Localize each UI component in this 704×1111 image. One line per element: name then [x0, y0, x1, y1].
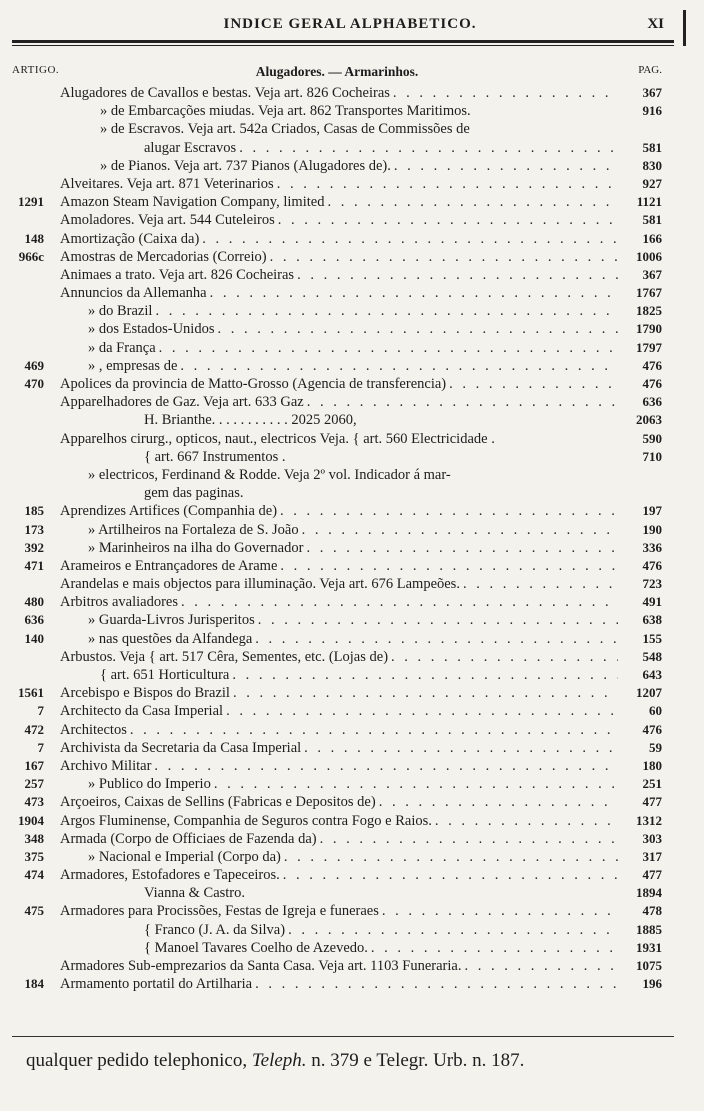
- entry-page-number: 59: [649, 739, 662, 755]
- dot-leader: [156, 339, 618, 357]
- index-entry: [8, 757, 662, 775]
- index-entry: [8, 884, 662, 902]
- entry-text: Arameiros e Entrançadores de Arame: [60, 557, 278, 574]
- entry-page-number: 723: [642, 576, 662, 592]
- column-header-artigo: ARTIGO.: [12, 64, 60, 76]
- index-entry: [8, 211, 662, 229]
- dot-leader: [152, 302, 618, 320]
- index-entry: [8, 921, 662, 939]
- entry-text: { art. 667 Instrumentos .: [144, 448, 286, 465]
- entry-body: [60, 721, 662, 739]
- entry-article-number: 1291: [18, 194, 44, 210]
- entry-text: » Publico do Imperio: [88, 776, 211, 793]
- entry-body: [60, 757, 662, 775]
- entry-article-number: 470: [24, 376, 44, 391]
- entry-page-number: 476: [642, 721, 662, 737]
- dot-leader: [211, 775, 618, 793]
- entry-body: [60, 230, 662, 248]
- index-entry: [8, 739, 662, 757]
- dot-leader: [390, 84, 618, 102]
- entry-article-number: 173: [24, 521, 44, 537]
- index-entry: [8, 539, 662, 557]
- entry-article-number: 480: [24, 594, 44, 610]
- entry-text: Annuncios da Allemanha: [60, 285, 207, 302]
- index-entry: [8, 284, 662, 302]
- entry-page-number: 196: [642, 976, 662, 992]
- entry-page-number: 190: [642, 521, 662, 537]
- entry-body: [60, 866, 662, 884]
- index-entry: [8, 302, 662, 320]
- entry-page-number: 303: [642, 830, 662, 846]
- entry-body: [60, 357, 662, 375]
- entry-text: Aprendizes Artifices (Companhia de): [60, 503, 278, 520]
- entry-page-number: 478: [642, 903, 662, 919]
- entry-page-number: 166: [642, 230, 662, 246]
- entry-body: [60, 666, 662, 684]
- index-entry: [8, 848, 662, 866]
- entry-page-number: 1121: [636, 194, 662, 210]
- entry-text: Arçoeiros, Caixas de Sellins (Fabricas e Depositos de): [60, 794, 376, 811]
- entry-article-number: 140: [24, 630, 44, 646]
- index-entry: [8, 702, 662, 720]
- index-entry: [8, 630, 662, 648]
- entry-text: Armada (Corpo de Officiaes de Fazenda da): [60, 830, 317, 847]
- entry-page-number: 548: [642, 648, 662, 664]
- entry-page-number: 710: [642, 448, 662, 464]
- index-entry: [8, 866, 662, 884]
- index-entry: [8, 575, 662, 593]
- index-entry: [8, 593, 662, 611]
- index-entry: [8, 957, 662, 975]
- entry-body: [60, 120, 662, 138]
- entry-text: » Marinheiros na ilha do Governador: [88, 539, 304, 556]
- entry-page-number: 636: [642, 394, 662, 410]
- entry-body: [60, 957, 662, 975]
- entry-text: » Artilheiros na Fortaleza de S. João: [88, 521, 299, 538]
- entry-body: [60, 830, 662, 848]
- entry-body: [60, 502, 662, 520]
- entry-text: { Manoel Tavares Coelho de Azevedo.: [144, 939, 368, 956]
- entry-body: [60, 939, 662, 957]
- entry-page-number: 830: [642, 157, 662, 173]
- entry-article-number: 184: [24, 976, 44, 992]
- index-entry: [8, 120, 662, 138]
- entry-body: [60, 102, 662, 120]
- entry-text: » dos Estados-Unidos: [88, 321, 215, 338]
- entry-page-number: 367: [642, 266, 662, 282]
- page-number: XI: [647, 16, 664, 32]
- index-entry: [8, 375, 662, 393]
- entry-text: Arbustos. Veja { art. 517 Cêra, Sementes, etc. (Lojas de): [60, 648, 389, 665]
- entry-body: [60, 211, 662, 229]
- entry-text: Armamento portatil do Artilharia: [60, 976, 253, 993]
- index-entry: [8, 230, 662, 248]
- entry-page-number: 197: [642, 503, 662, 519]
- entry-text: gem das paginas.: [144, 485, 244, 502]
- entry-page-number: 367: [642, 85, 662, 100]
- index-entry: [8, 502, 662, 520]
- entry-body: [60, 284, 662, 302]
- dot-leader: [432, 812, 618, 830]
- entry-article-number: 392: [24, 539, 44, 555]
- entry-body: [60, 521, 662, 539]
- entry-page-number: 590: [642, 430, 662, 446]
- entry-text: » , empresas de: [88, 357, 178, 374]
- entry-text: Armadores para Procissões, Festas de Igreja e funeraes: [60, 903, 379, 920]
- entry-page-number: 916: [642, 103, 662, 119]
- dot-leader: [223, 702, 618, 720]
- index-entry: [8, 557, 662, 575]
- index-entry: [8, 84, 662, 102]
- entry-text: » da França: [88, 339, 156, 356]
- index-entry: [8, 339, 662, 357]
- entry-article-number: 474: [24, 867, 44, 883]
- dot-leader: [301, 739, 618, 757]
- entry-text: Animaes a trato. Veja art. 826 Cocheiras: [60, 266, 295, 283]
- entry-text: H. Brianthe. . . . . . . . . . . 2025 2060,: [144, 412, 357, 429]
- entry-text: Apparelhadores de Gaz. Veja art. 633 Gaz: [60, 394, 304, 411]
- footer-text-1: qualquer pedido telephonico,: [26, 1050, 248, 1071]
- entry-body: [60, 84, 662, 102]
- dot-leader: [446, 375, 618, 393]
- dot-leader: [214, 320, 618, 338]
- entry-article-number: 471: [24, 557, 44, 573]
- entry-text: Amoladores. Veja art. 544 Cuteleiros: [60, 212, 275, 229]
- index-entry: [8, 975, 662, 993]
- column-header-pag: PAG.: [638, 64, 662, 76]
- entry-text: Apolices da provincia de Matto-Grosso (Agencia de transferencia): [60, 376, 447, 392]
- entry-text: { Franco (J. A. da Silva): [144, 921, 286, 938]
- margin-mark: [683, 10, 686, 46]
- dot-leader: [178, 593, 618, 611]
- entry-body: [60, 648, 662, 666]
- index-entry: [8, 466, 662, 484]
- entry-body: [60, 411, 662, 429]
- footer-rule: [12, 1036, 674, 1037]
- entry-body: [60, 793, 662, 811]
- entry-page-number: 1894: [636, 885, 662, 901]
- entry-page-number: 1885: [636, 921, 662, 937]
- entry-article-number: 375: [24, 848, 44, 864]
- entry-article-number: 7: [37, 739, 44, 755]
- dot-leader: [388, 648, 618, 666]
- dot-leader: [252, 975, 618, 993]
- dot-leader: [255, 611, 618, 629]
- dot-leader: [285, 921, 618, 939]
- entry-page-number: 155: [642, 630, 662, 646]
- dot-leader: [267, 248, 618, 266]
- entry-body: [60, 448, 662, 466]
- entry-article-number: 148: [24, 230, 44, 246]
- footer-line: [26, 1050, 678, 1072]
- entry-body: [60, 557, 662, 575]
- entry-body: [60, 884, 662, 902]
- dot-leader: [303, 539, 618, 557]
- entry-text: Arcebispo e Bispos do Brazil: [60, 685, 230, 702]
- entry-article-number: 185: [24, 503, 44, 519]
- dot-leader: [461, 957, 618, 975]
- dot-leader: [304, 393, 618, 411]
- dot-leader: [177, 357, 618, 375]
- entry-page-number: 491: [642, 594, 662, 610]
- index-entry: [8, 521, 662, 539]
- dot-leader: [127, 721, 618, 739]
- entry-page-number: 581: [642, 212, 662, 228]
- entry-text: { art. 651 Horticultura: [100, 667, 230, 683]
- entry-page-number: 476: [642, 357, 662, 373]
- entry-page-number: 927: [642, 175, 662, 191]
- dot-leader: [391, 157, 618, 175]
- index-entry: [8, 648, 662, 666]
- entry-article-number: 1561: [18, 685, 44, 701]
- entry-body: [60, 921, 662, 939]
- entry-page-number: 476: [642, 557, 662, 573]
- entry-text: alugar Escravos: [144, 139, 237, 156]
- entry-body: [60, 393, 662, 411]
- entry-page-number: 477: [642, 794, 662, 810]
- entry-body: [60, 739, 662, 757]
- entry-text: Architectos: [60, 721, 127, 738]
- entry-text: » nas questões da Alfandega: [88, 630, 253, 647]
- entry-body: [60, 302, 662, 320]
- entry-body: [60, 775, 662, 793]
- index-entry: [8, 139, 662, 157]
- dot-leader: [230, 684, 618, 702]
- index-list: [8, 84, 662, 993]
- entry-text: Arandelas e mais objectos para illuminação. Veja art. 676 Lampeões.: [60, 576, 460, 593]
- dot-leader: [299, 521, 618, 539]
- entry-text: Argos Fluminense, Companhia de Seguros contra Fogo e Raios.: [60, 812, 432, 829]
- dot-leader: [294, 266, 618, 284]
- page-header: [14, 14, 686, 36]
- index-entry: [8, 430, 662, 448]
- index-entry: [8, 411, 662, 429]
- entry-body: [60, 157, 662, 175]
- dot-leader: [324, 193, 618, 211]
- entry-text: Apparelhos cirurg., opticos, naut., electricos Veja. { art. 560 Electricidade .: [60, 430, 495, 447]
- footer-text-3: n. 379 e Telegr. Urb. n. 187.: [311, 1050, 525, 1071]
- dot-leader: [379, 902, 618, 920]
- entry-text: Arbitros avaliadores: [60, 594, 178, 611]
- entry-page-number: 1207: [636, 685, 662, 701]
- entry-body: [60, 593, 662, 611]
- entry-page-number: 251: [642, 776, 662, 792]
- entry-page-number: 476: [642, 376, 662, 391]
- entry-article-number: 473: [24, 794, 44, 810]
- entry-page-number: 1006: [636, 248, 662, 264]
- dot-leader: [317, 830, 618, 848]
- entry-body: [60, 539, 662, 557]
- entry-body: [60, 684, 662, 702]
- index-entry: [8, 248, 662, 266]
- entry-body: [60, 248, 662, 266]
- entry-article-number: 475: [24, 903, 44, 919]
- entry-body: [60, 175, 662, 193]
- entry-body: [60, 484, 662, 502]
- index-entry: [8, 684, 662, 702]
- index-entry: [8, 830, 662, 848]
- index-entry: [8, 812, 662, 830]
- column-headers: [12, 64, 662, 80]
- entry-page-number: 1767: [636, 285, 662, 301]
- entry-page-number: 1075: [636, 958, 662, 973]
- dot-leader: [277, 557, 618, 575]
- entry-page-number: 1790: [636, 321, 662, 337]
- entry-article-number: 167: [24, 757, 44, 773]
- dot-leader: [368, 939, 618, 957]
- index-entry: [8, 357, 662, 375]
- entry-body: [60, 266, 662, 284]
- entry-body: [60, 611, 662, 629]
- entry-article-number: 7: [37, 703, 44, 719]
- entry-text: Amostras de Mercadorias (Correio): [60, 248, 267, 265]
- entry-body: [60, 339, 662, 357]
- index-entry: [8, 175, 662, 193]
- entry-page-number: 1825: [636, 303, 662, 319]
- dot-leader: [277, 502, 618, 520]
- entry-text: Architecto da Casa Imperial: [60, 703, 224, 720]
- dot-leader: [229, 666, 618, 684]
- entry-article-number: 636: [24, 612, 44, 628]
- index-entry: [8, 939, 662, 957]
- dot-leader: [281, 848, 618, 866]
- entry-body: [60, 320, 662, 338]
- entry-body: [60, 193, 662, 211]
- index-entry: [8, 266, 662, 284]
- entry-body: [60, 702, 662, 720]
- entry-page-number: 180: [642, 757, 662, 773]
- entry-text: Amortização (Caixa da): [60, 230, 200, 247]
- entry-page-number: 60: [649, 703, 662, 719]
- entry-body: [60, 375, 662, 393]
- entry-text: Alugadores de Cavallos e bestas. Veja art. 826 Cocheiras: [60, 85, 390, 101]
- entry-text: » electricos, Ferdinand & Rodde. Veja 2º vol. Indicador á mar-: [88, 466, 451, 483]
- index-entry: [8, 320, 662, 338]
- entry-article-number: 469: [24, 357, 44, 373]
- dot-leader: [275, 211, 618, 229]
- entry-text: » de Embarcações miudas. Veja art. 862 Transportes Maritimos.: [100, 103, 471, 120]
- section-title: Alugadores. — Armarinhos.: [255, 64, 419, 79]
- index-entry: [8, 393, 662, 411]
- index-entry: [8, 193, 662, 211]
- entry-page-number: 1312: [636, 812, 662, 828]
- entry-text: » Guarda-Livros Jurisperitos: [88, 612, 255, 629]
- index-entry: [8, 484, 662, 502]
- entry-body: [60, 139, 662, 157]
- dot-leader: [376, 793, 618, 811]
- entry-text: Armadores Sub-emprezarios da Santa Casa. Veja art. 1103 Funeraria.: [60, 958, 462, 974]
- dot-leader: [252, 630, 618, 648]
- entry-body: [60, 575, 662, 593]
- entry-body: [60, 430, 662, 448]
- index-entry: [8, 775, 662, 793]
- entry-article-number: 1904: [18, 812, 44, 828]
- entry-text: Alveitares. Veja art. 871 Veterinarios: [60, 175, 274, 192]
- dot-leader: [274, 175, 618, 193]
- entry-page-number: 2063: [636, 412, 662, 428]
- entry-body: [60, 630, 662, 648]
- entry-page-number: 581: [642, 139, 662, 155]
- entry-body: [60, 975, 662, 993]
- index-entry: [8, 611, 662, 629]
- entry-text: Amazon Steam Navigation Company, limited: [60, 194, 325, 211]
- entry-text: Vianna & Castro.: [144, 885, 246, 902]
- entry-page-number: 638: [642, 612, 662, 628]
- entry-text: Armadores, Estofadores e Tapeceiros.: [60, 867, 280, 884]
- index-entry: [8, 157, 662, 175]
- entry-body: [60, 902, 662, 920]
- page-title: INDICE GERAL ALPHABETICO.: [223, 16, 477, 32]
- entry-page-number: 1797: [636, 339, 662, 355]
- dot-leader: [199, 230, 618, 248]
- entry-text: » de Pianos. Veja art. 737 Pianos (Alugadores de).: [100, 157, 391, 174]
- entry-article-number: 257: [24, 776, 44, 792]
- entry-text: » Nacional e Imperial (Corpo da): [88, 848, 281, 865]
- dot-leader: [151, 757, 618, 775]
- dot-leader: [236, 139, 618, 157]
- entry-article-number: 472: [24, 721, 44, 737]
- entry-article-number: 966c: [18, 248, 44, 264]
- entry-body: [60, 812, 662, 830]
- index-entry: [8, 448, 662, 466]
- entry-page-number: 643: [642, 667, 662, 682]
- index-entry: [8, 102, 662, 120]
- entry-body: [60, 848, 662, 866]
- entry-body: [60, 466, 662, 484]
- entry-text: » de Escravos. Veja art. 542a Criados, Casas de Commissões de: [100, 121, 470, 138]
- dot-leader: [460, 575, 618, 593]
- index-entry: [8, 666, 662, 684]
- dot-leader: [207, 284, 618, 302]
- entry-article-number: 348: [24, 830, 44, 846]
- entry-page-number: 336: [642, 539, 662, 555]
- index-entry: [8, 721, 662, 739]
- index-entry: [8, 902, 662, 920]
- index-entry: [8, 793, 662, 811]
- entry-text: » do Brazil: [88, 303, 153, 320]
- header-rule: [12, 40, 674, 46]
- entry-text: Archivista da Secretaria da Casa Imperial: [60, 739, 302, 756]
- entry-page-number: 477: [642, 867, 662, 883]
- entry-text: Archivo Militar: [60, 757, 152, 774]
- entry-page-number: 1931: [636, 939, 662, 955]
- footer-text-2: Teleph.: [251, 1050, 307, 1071]
- dot-leader: [280, 866, 618, 884]
- entry-page-number: 317: [642, 848, 662, 864]
